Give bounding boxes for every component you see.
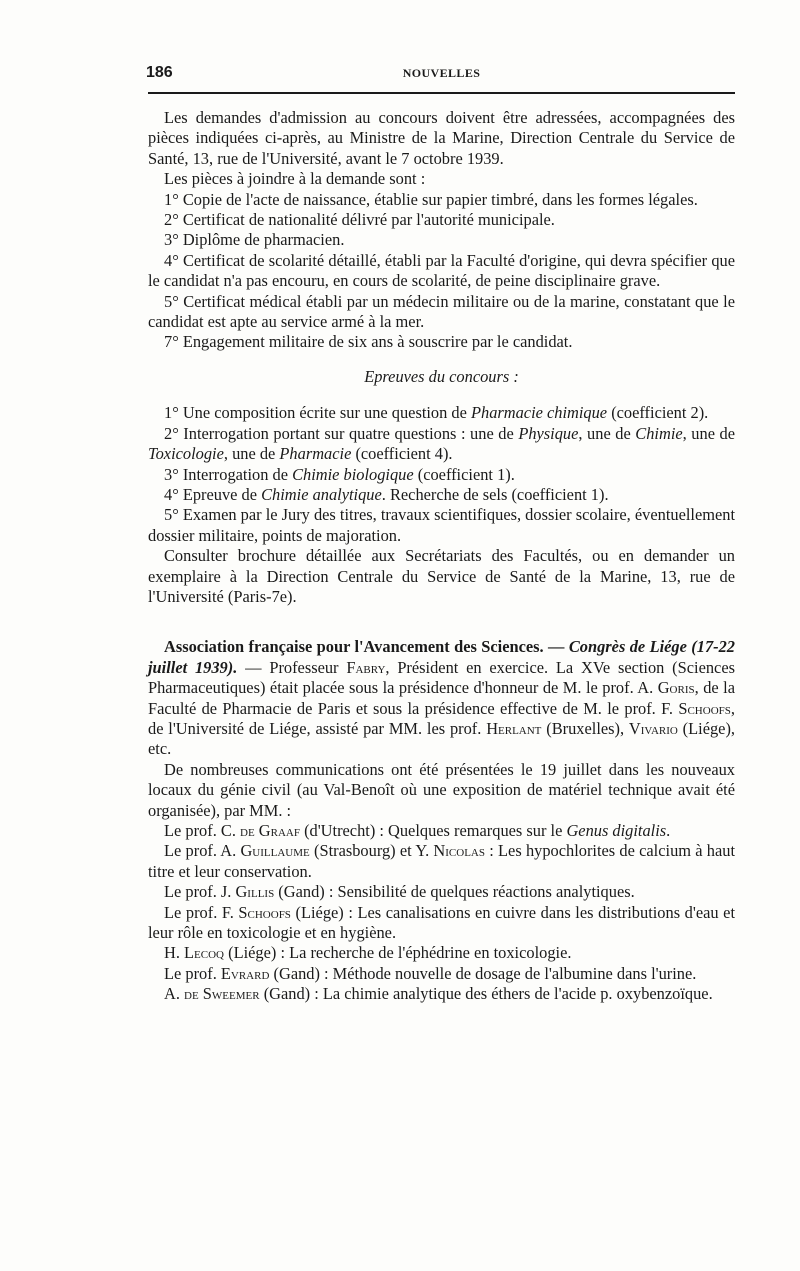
section-gap — [148, 607, 735, 637]
epreuve-item: 1° Une composition écrite sur une question de Pharmacie chimique (coefficient 2). — [164, 403, 709, 423]
article-body — [148, 108, 735, 1005]
header-rule — [148, 92, 735, 94]
communication-item: H. Lecoq (Liége) : La recherche de l'éphédrine en toxicologie. — [164, 943, 572, 963]
running-head: NOUVELLES — [402, 66, 481, 80]
pieces-intro: Les pièces à joindre à la demande sont : — [164, 169, 426, 189]
page — [146, 60, 735, 1004]
epreuve-item: 5° Examen par le Jury des titres, travaux scientifiques, dossier scolaire, éventuellement dossier militaire, points de majoration. — [148, 505, 735, 545]
communications-intro: De nombreuses communications ont été présentées le 19 juillet dans les nouveaux locaux du génie civil (au Val-Benoît où une exposition de matériel technique avait été organisée), par MM. : — [148, 759, 735, 820]
communication-item: Le prof. C. de Graaf (d'Utrecht) : Quelques remarques sur le Genus digitalis. — [164, 821, 671, 840]
epreuve-item: 4° Epreuve de Chimie analytique. Recherche de sels (coefficient 1). — [164, 484, 609, 504]
epreuve-item: 2° Interrogation portant sur quatre questions : une de Physique, une de Chimie, une de Toxicologie, une de Pharmacie (coefficient 4). — [148, 423, 735, 464]
epreuves-title: Epreuves du concours : — [364, 366, 519, 386]
congres-title: Congrès de Liége (17-22 juillet 1939). — [148, 637, 735, 677]
communication-item: Le prof. Evrard (Gand) : Méthode nouvelle de dosage de l'albumine dans l'urine. — [164, 963, 697, 983]
piece-item: 7° Engagement militaire de six ans à souscrire par le candidat. — [164, 332, 573, 352]
association-paragraph: Association française pour l'Avancement des Sciences. — Congrès de Liége (17-22 juillet 1939). — Professeur Fabry, Président en exercice. La XVe section (Sciences Pharmaceutiques) était placée sous la présidence d'honneur de M. le prof. A. Goris, de la Faculté de Pharmacie de Paris et sous la présidence effective de M. le prof. F. Schoofs, de l'Université de Liége, assisté par MM. les prof. Herlant (Bruxelles), Vivario (Liége), etc. — [148, 637, 735, 759]
consulter-note: Consulter brochure détaillée aux Secrétariats des Facultés, ou en demander un exemplaire à la Direction Centrale du Service de Santé de la Marine, 13, rue de l'Université (Paris-7e). — [148, 546, 735, 606]
piece-item: 2° Certificat de nationalité délivré par l'autorité municipale. — [164, 210, 555, 230]
page-header — [148, 60, 735, 90]
piece-item: 1° Copie de l'acte de naissance, établie sur papier timbré, dans les formes légales. — [164, 189, 698, 209]
association-title: Association française pour l'Avancement des Sciences. — — [164, 637, 565, 657]
piece-item: 4° Certificat de scolarité détaillé, établi par la Faculté d'origine, qui devra spécifier que le candidat n'a pas encouru, en cours de scolarité, de peine disciplinaire grave. — [148, 250, 735, 291]
piece-item: 5° Certificat médical établi par un médecin militaire ou de la marine, constatant que le candidat est apte au service armé à la mer. — [148, 291, 735, 332]
communication-item: A. de Sweemer (Gand) : La chimie analytique des éthers de l'acide p. oxybenzoïque. — [164, 984, 713, 1004]
communication-item: Le prof. F. Schoofs (Liége) : Les canalisations en cuivre dans les distributions d'eau et leur rôle en toxicologie et en hygiène. — [148, 902, 735, 943]
concours-intro: Les demandes d'admission au concours doivent être adressées, accompagnées des pièces indiquées ci-après, au Ministre de la Marine, Direction Centrale du Service de Santé, 13, rue de l'Université, avant le 7 octobre 1939. — [148, 108, 735, 168]
piece-item: 3° Diplôme de pharmacien. — [164, 230, 345, 250]
communication-item: Le prof. A. Guillaume (Strasbourg) et Y. Nicolas : Les hypochlorites de calcium à haut titre et leur conservation. — [148, 841, 735, 881]
page-number: 186 — [146, 64, 173, 81]
epreuve-item: 3° Interrogation de Chimie biologique (coefficient 1). — [164, 464, 515, 484]
communication-item: Le prof. J. Gillis (Gand) : Sensibilité de quelques réactions analytiques. — [164, 882, 635, 902]
